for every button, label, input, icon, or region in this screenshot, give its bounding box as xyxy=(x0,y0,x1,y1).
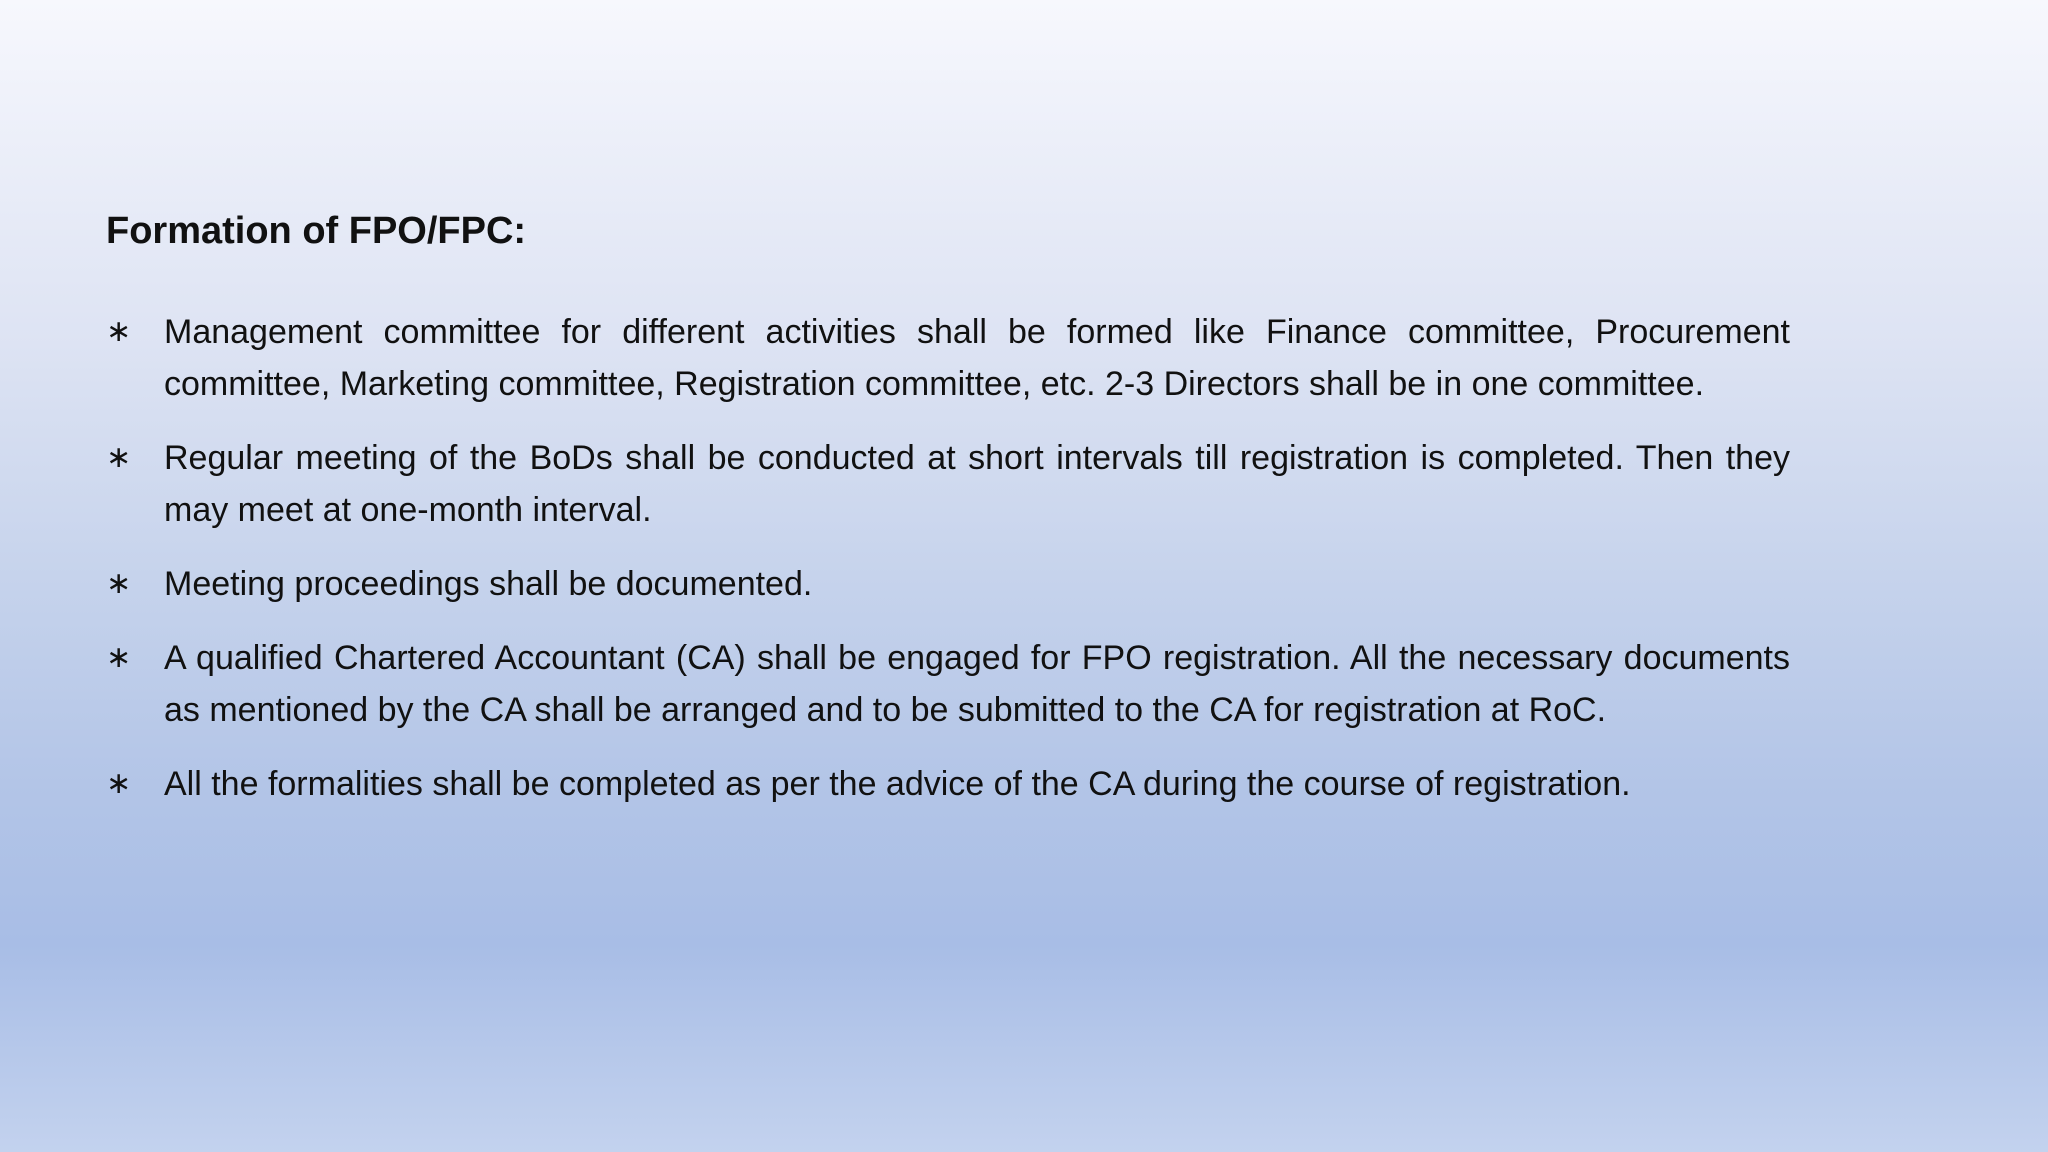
asterisk-bullet-icon: ∗ xyxy=(106,567,132,600)
bullet-item xyxy=(106,306,1790,410)
bullet-item xyxy=(106,432,1790,536)
bullet-text: A qualified Chartered Accountant (CA) shall be engaged for FPO registration. All the necessary documents as mentioned by the CA shall be arranged and to be submitted to the CA for registration at RoC. xyxy=(164,639,1790,729)
bullet-item xyxy=(106,758,1790,810)
bullet-text: Regular meeting of the BoDs shall be conducted at short intervals till registration is completed. Then they may meet at one-month interval. xyxy=(164,439,1790,529)
bullet-text: All the formalities shall be completed as per the advice of the CA during the course of registration. xyxy=(164,765,1631,803)
slide-title: Formation of FPO/FPC: xyxy=(106,210,527,252)
bullet-list xyxy=(106,306,1790,832)
bullet-text: Management committee for different activities shall be formed like Finance committee, Procurement committee, Marketing committee, Registration committee, etc. 2-3 Directors shall be in one committee. xyxy=(164,313,1790,403)
asterisk-bullet-icon: ∗ xyxy=(106,315,132,348)
bullet-item xyxy=(106,558,1790,610)
bullet-text: Meeting proceedings shall be documented. xyxy=(164,565,813,603)
asterisk-bullet-icon: ∗ xyxy=(106,441,132,474)
asterisk-bullet-icon: ∗ xyxy=(106,767,132,800)
bullet-item xyxy=(106,632,1790,736)
asterisk-bullet-icon: ∗ xyxy=(106,641,132,674)
